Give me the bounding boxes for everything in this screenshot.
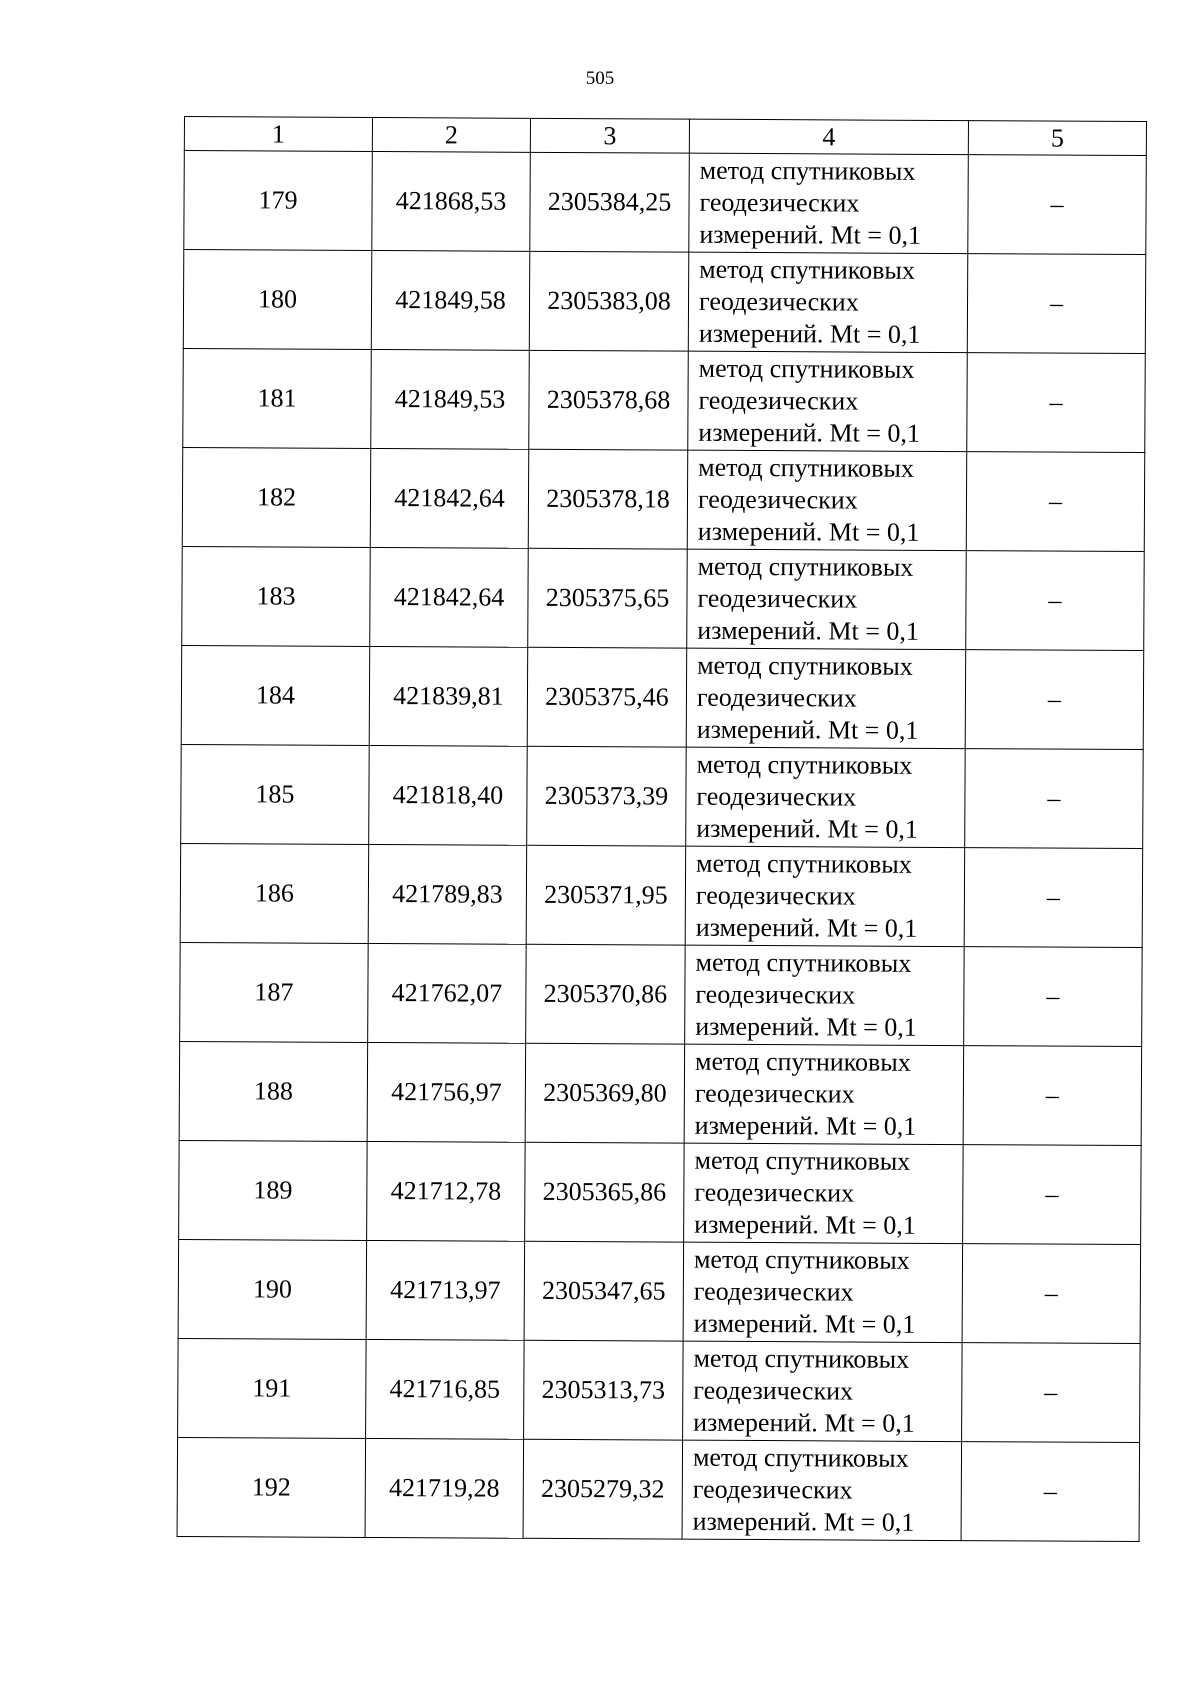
- table-row: [181, 744, 1144, 848]
- table-row: [179, 1140, 1142, 1244]
- y-coordinate-cell: 2305279,32: [523, 1439, 683, 1539]
- column-header-x: 2: [372, 117, 530, 152]
- table-row: [182, 546, 1145, 650]
- y-coordinate-cell: 2305378,18: [528, 449, 688, 549]
- y-coordinate-cell: 2305365,86: [525, 1142, 685, 1242]
- x-coordinate-cell: 421849,53: [371, 349, 530, 449]
- method-line: геодезических: [697, 484, 858, 515]
- x-coordinate-cell: 421789,83: [368, 844, 527, 944]
- table-row: [180, 843, 1143, 947]
- note-cell: –: [967, 353, 1146, 453]
- column-header-point: 1: [184, 117, 372, 152]
- table-row: [183, 250, 1146, 354]
- method-cell: [688, 252, 968, 352]
- point-number-cell: 188: [179, 1041, 368, 1141]
- table-header-row: [184, 117, 1146, 156]
- method-line: геодезических: [694, 1177, 855, 1208]
- note-cell: –: [963, 1046, 1142, 1146]
- note-cell: –: [963, 1145, 1142, 1245]
- table-body: [177, 151, 1146, 1542]
- table-row: [178, 1239, 1141, 1343]
- note-cell: –: [966, 452, 1145, 552]
- note-cell: –: [965, 650, 1144, 750]
- note-cell: –: [964, 947, 1143, 1047]
- method-line: метод спутниковых: [698, 452, 914, 483]
- note-cell: –: [968, 155, 1147, 255]
- table-row: [180, 942, 1143, 1046]
- note-cell: –: [967, 254, 1146, 354]
- method-line: измерений. Mt = 0,1: [692, 1506, 915, 1537]
- method-cell: [687, 450, 967, 550]
- method-line: геодезических: [699, 187, 860, 218]
- point-number-cell: 181: [183, 348, 372, 448]
- y-coordinate-cell: 2305371,95: [526, 845, 686, 945]
- y-coordinate-cell: 2305383,08: [529, 251, 689, 351]
- note-cell: –: [965, 749, 1144, 849]
- x-coordinate-cell: 421839,81: [369, 646, 528, 746]
- point-number-cell: 180: [183, 250, 372, 350]
- method-line: метод спутниковых: [693, 1244, 910, 1275]
- method-line: метод спутниковых: [699, 254, 915, 285]
- method-cell: [685, 945, 965, 1045]
- method-line: измерений. Mt = 0,1: [696, 813, 918, 844]
- method-line: измерений. Mt = 0,1: [697, 516, 920, 547]
- y-coordinate-cell: 2305347,65: [524, 1241, 684, 1341]
- method-line: измерений. Mt = 0,1: [696, 714, 919, 745]
- method-cell: [684, 1143, 964, 1243]
- method-line: геодезических: [696, 781, 857, 812]
- note-cell: –: [962, 1343, 1141, 1443]
- method-line: геодезических: [695, 979, 856, 1010]
- table-row: [178, 1338, 1141, 1442]
- point-number-cell: 184: [181, 645, 370, 745]
- point-number-cell: 189: [179, 1140, 368, 1240]
- method-cell: [683, 1242, 963, 1342]
- point-number-cell: 186: [180, 843, 369, 943]
- method-line: геодезических: [698, 385, 859, 416]
- x-coordinate-cell: 421849,58: [371, 250, 530, 350]
- y-coordinate-cell: 2305375,46: [527, 647, 687, 747]
- method-line: измерений. Mt = 0,1: [699, 219, 922, 250]
- method-line: метод спутниковых: [692, 1442, 909, 1473]
- method-cell: [682, 1440, 962, 1540]
- table-row: [182, 447, 1145, 551]
- column-header-note: 5: [968, 121, 1146, 156]
- method-cell: [686, 648, 966, 748]
- method-line: метод спутниковых: [693, 1343, 910, 1374]
- note-cell: –: [962, 1244, 1141, 1344]
- y-coordinate-cell: 2305313,73: [524, 1340, 684, 1440]
- method-line: геодезических: [695, 880, 856, 911]
- method-line: метод спутниковых: [699, 155, 916, 186]
- x-coordinate-cell: 421842,64: [370, 547, 529, 647]
- method-line: измерений. Mt = 0,1: [693, 1407, 915, 1438]
- method-line: метод спутниковых: [694, 1046, 911, 1077]
- y-coordinate-cell: 2305378,68: [529, 350, 689, 450]
- method-line: измерений. Mt = 0,1: [693, 1308, 916, 1339]
- y-coordinate-cell: 2305370,86: [526, 944, 686, 1044]
- method-line: измерений. Mt = 0,1: [695, 1011, 917, 1042]
- x-coordinate-cell: 421842,64: [370, 448, 529, 548]
- method-line: геодезических: [693, 1276, 854, 1307]
- method-cell: [685, 846, 965, 946]
- x-coordinate-cell: 421716,85: [366, 1339, 525, 1439]
- point-number-cell: 182: [182, 447, 371, 547]
- point-number-cell: 183: [182, 546, 371, 646]
- point-number-cell: 187: [180, 942, 369, 1042]
- point-number-cell: 192: [177, 1437, 366, 1537]
- method-line: геодезических: [696, 682, 857, 713]
- y-coordinate-cell: 2305373,39: [527, 746, 687, 846]
- method-line: метод спутниковых: [694, 1145, 911, 1176]
- method-line: измерений. Mt = 0,1: [695, 912, 918, 943]
- method-cell: [686, 747, 966, 847]
- x-coordinate-cell: 421719,28: [365, 1438, 524, 1538]
- table-row: [181, 645, 1144, 749]
- method-cell: [688, 351, 968, 451]
- note-cell: –: [961, 1442, 1140, 1542]
- coordinates-table: [177, 116, 1147, 1542]
- method-cell: [684, 1044, 964, 1144]
- x-coordinate-cell: 421712,78: [367, 1141, 526, 1241]
- x-coordinate-cell: 421762,07: [368, 943, 527, 1043]
- method-line: метод спутниковых: [696, 848, 912, 879]
- method-line: метод спутниковых: [696, 749, 913, 780]
- method-cell: [687, 549, 967, 649]
- method-line: геодезических: [694, 1078, 855, 1109]
- method-line: геодезических: [693, 1375, 854, 1406]
- method-line: геодезических: [692, 1474, 853, 1505]
- point-number-cell: 185: [181, 744, 370, 844]
- method-line: метод спутниковых: [698, 353, 915, 384]
- column-header-method: 4: [689, 119, 968, 154]
- table-row: [179, 1041, 1142, 1145]
- method-line: геодезических: [697, 583, 858, 614]
- page-number: 505: [585, 68, 615, 89]
- x-coordinate-cell: 421713,97: [366, 1240, 525, 1340]
- method-line: измерений. Mt = 0,1: [697, 615, 919, 646]
- method-line: измерений. Mt = 0,1: [698, 318, 921, 349]
- note-cell: –: [966, 551, 1145, 651]
- method-line: измерений. Mt = 0,1: [694, 1209, 916, 1240]
- method-cell: [683, 1341, 963, 1441]
- x-coordinate-cell: 421756,97: [367, 1042, 526, 1142]
- y-coordinate-cell: 2305369,80: [525, 1043, 685, 1143]
- point-number-cell: 190: [178, 1239, 367, 1339]
- method-line: геодезических: [698, 286, 859, 317]
- method-line: метод спутниковых: [697, 551, 914, 582]
- point-number-cell: 191: [178, 1338, 367, 1438]
- method-line: метод спутниковых: [695, 947, 912, 978]
- table-row: [177, 1437, 1140, 1541]
- note-cell: –: [964, 848, 1143, 948]
- method-line: метод спутниковых: [697, 650, 913, 681]
- method-cell: [689, 153, 969, 253]
- column-header-y: 3: [530, 118, 689, 153]
- table-row: [184, 151, 1147, 255]
- point-number-cell: 179: [184, 151, 373, 251]
- method-line: измерений. Mt = 0,1: [694, 1110, 917, 1141]
- y-coordinate-cell: 2305375,65: [528, 548, 688, 648]
- table-row: [183, 348, 1146, 452]
- x-coordinate-cell: 421868,53: [372, 151, 531, 251]
- y-coordinate-cell: 2305384,25: [530, 152, 690, 252]
- x-coordinate-cell: 421818,40: [369, 745, 528, 845]
- method-line: измерений. Mt = 0,1: [698, 417, 921, 448]
